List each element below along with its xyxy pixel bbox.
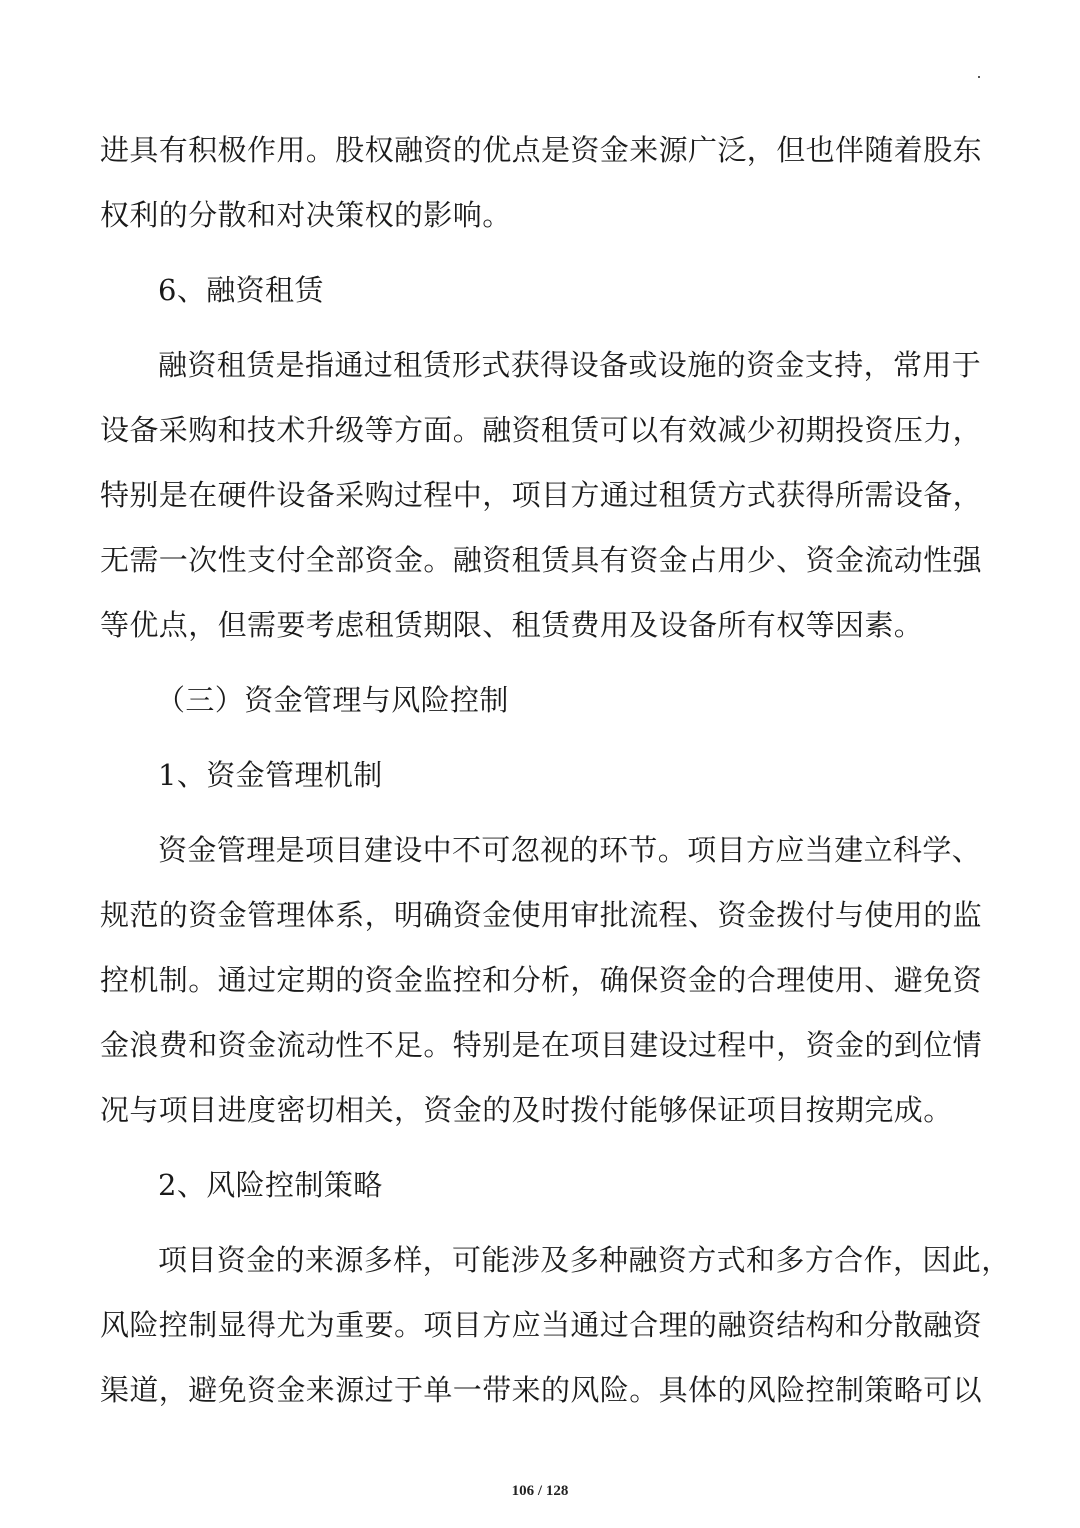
heading-risk-control-strategy: 2、风险控制策略 bbox=[158, 1168, 383, 1202]
paragraph-line: 融资租赁是指通过租赁形式获得设备或设施的资金支持，常用于 bbox=[158, 348, 982, 382]
paragraph-line: 风险控制显得尤为重要。项目方应当通过合理的融资结构和分散融资 bbox=[100, 1308, 983, 1342]
section-heading-fund-management: （三）资金管理与风险控制 bbox=[156, 683, 509, 717]
paragraph-line: 金浪费和资金流动性不足。特别是在项目建设过程中，资金的到位情 bbox=[100, 1028, 983, 1062]
paragraph-line: 等优点，但需要考虑租赁期限、租赁费用及设备所有权等因素。 bbox=[100, 608, 924, 642]
paragraph-line: 控机制。通过定期的资金监控和分析，确保资金的合理使用、避免资 bbox=[100, 963, 983, 997]
page-corner-mark bbox=[978, 76, 980, 78]
paragraph-line: 进具有积极作用。股权融资的优点是资金来源广泛，但也伴随着股东 bbox=[100, 133, 983, 167]
paragraph-line: 设备采购和技术升级等方面。融资租赁可以有效减少初期投资压力， bbox=[100, 413, 983, 447]
paragraph-line: 权利的分散和对决策权的影响。 bbox=[100, 198, 512, 232]
paragraph-line: 况与项目进度密切相关，资金的及时拨付能够保证项目按期完成。 bbox=[100, 1093, 953, 1127]
paragraph-line: 资金管理是项目建设中不可忽视的环节。项目方应当建立科学、 bbox=[158, 833, 982, 867]
document-body bbox=[100, 118, 1011, 1423]
heading-fund-management-mechanism: 1、资金管理机制 bbox=[158, 758, 383, 792]
paragraph-line: 项目资金的来源多样，可能涉及多种融资方式和多方合作，因此， bbox=[158, 1243, 1011, 1277]
heading-financial-leasing: 6、融资租赁 bbox=[158, 273, 324, 307]
paragraph-line: 特别是在硬件设备采购过程中，项目方通过租赁方式获得所需设备， bbox=[100, 478, 983, 512]
page-number: 106 / 128 bbox=[511, 1483, 569, 1499]
paragraph-line: 渠道，避免资金来源过于单一带来的风险。具体的风险控制策略可以 bbox=[100, 1373, 983, 1407]
paragraph-line: 无需一次性支付全部资金。融资租赁具有资金占用少、资金流动性强 bbox=[100, 543, 983, 577]
paragraph-line: 规范的资金管理体系，明确资金使用审批流程、资金拨付与使用的监 bbox=[100, 898, 983, 932]
